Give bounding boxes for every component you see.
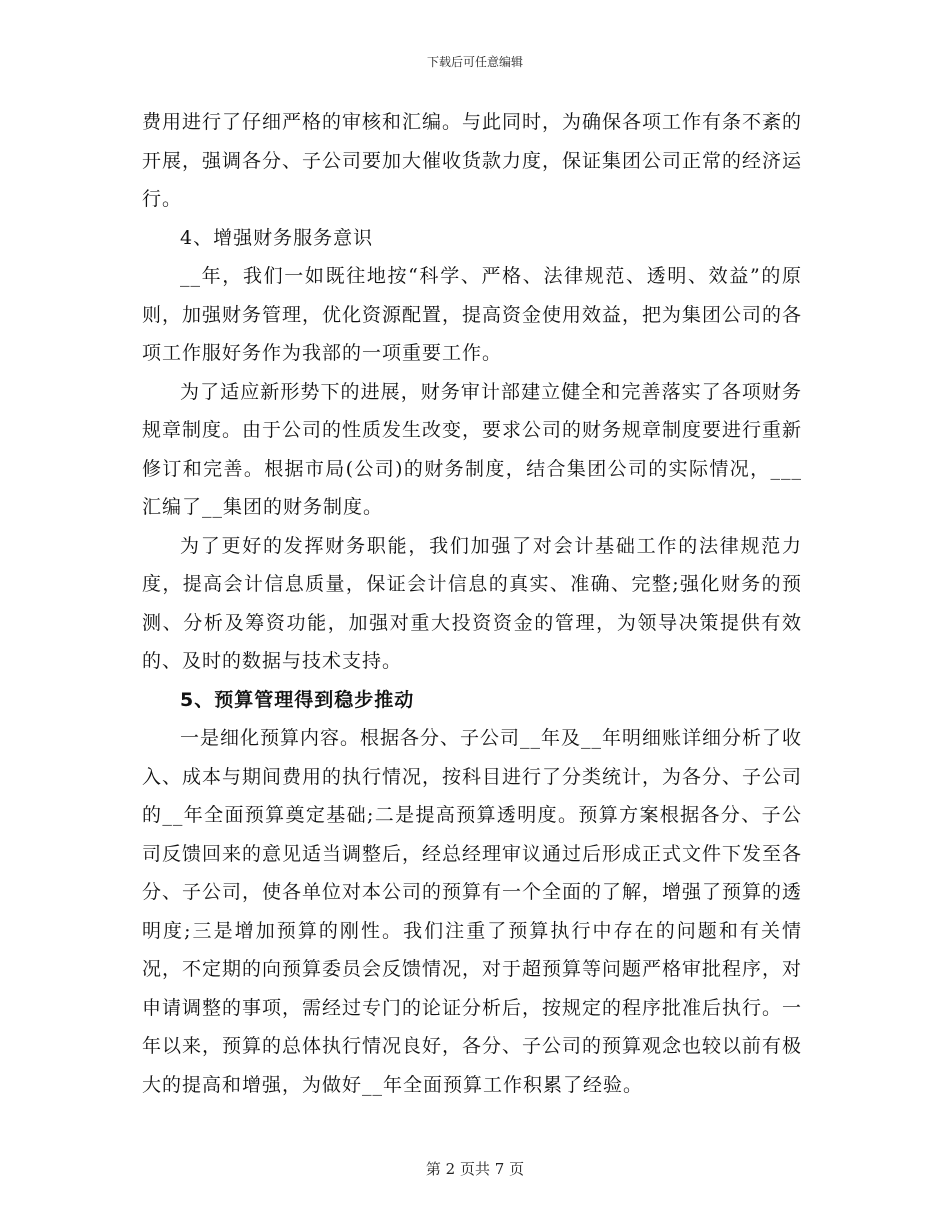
page-header: 下载后可任意编辑 (426, 55, 523, 69)
paragraph: __年，我们一如既往地按“科学、严格、法律规范、透明、效益”的原则，加强财务管理，优化资源配置，提高资金使用效益，把为集团公司的各项工作服好务作为我部的一项重要工作。 (142, 265, 803, 364)
paragraph: 为了更好的发挥财务职能，我们加强了对会计基础工作的法律规范力度，提高会计信息质量，保证会计信息的真实、准确、完整;强化财务的预测、分析及筹资功能，加强对重大投资资金的管理，为领导决策提供有效的、及时的数据与技术支持。 (142, 534, 802, 672)
paragraph: 为了适应新形势下的进展，财务审计部建立健全和完善落实了各项财务规章制度。由于公司的性质发生改变，要求公司的财务规章制度要进行重新修订和完善。根据市局(公司)的财务制度，结合集团公司的实际情况，___汇编了__集团的财务制度。 (142, 380, 803, 518)
section-heading-4: 4、增强财务服务意识 (180, 226, 374, 249)
paragraph-continued: 费用进行了仔细严格的审核和汇编。与此同时，为确保各项工作有条不紊的开展，强调各分、子公司要加大催收货款力度，保证集团公司正常的经济运行。 (142, 111, 803, 210)
document-body (142, 103, 802, 1104)
paragraph: 一是细化预算内容。根据各分、子公司__年及__年明细账详细分析了收入、成本与期间费用的执行情况，按科目进行了分类统计，为各分、子公司的__年全面预算奠定基础;二是提高预算透明度。预算方案根据各分、子公司反馈回来的意见适当调整后，经总经理审议通过后形成正式文件下发至各分、子公司，使各单位对本公司的预算有一个全面的了解，增强了预算的透明度;三是增加预算的刚性。我们注重了预算执行中存在的问题和有关情况，不定期的向预算委员会反馈情况，对于超预算等问题严格审批程序，对申请调整的事项，需经过专门的论证分析后，按规定的程序批准后执行。一年以来，预算的总体执行情况良好，各分、子公司的预算观念也较以前有极大的提高和增强，为做好__年全面预算工作积累了经验。 (142, 727, 803, 1096)
section-heading-5: 5、预算管理得到稳步推动 (180, 688, 415, 711)
page-number-footer: 第 2 页共 7 页 (425, 1160, 525, 1178)
